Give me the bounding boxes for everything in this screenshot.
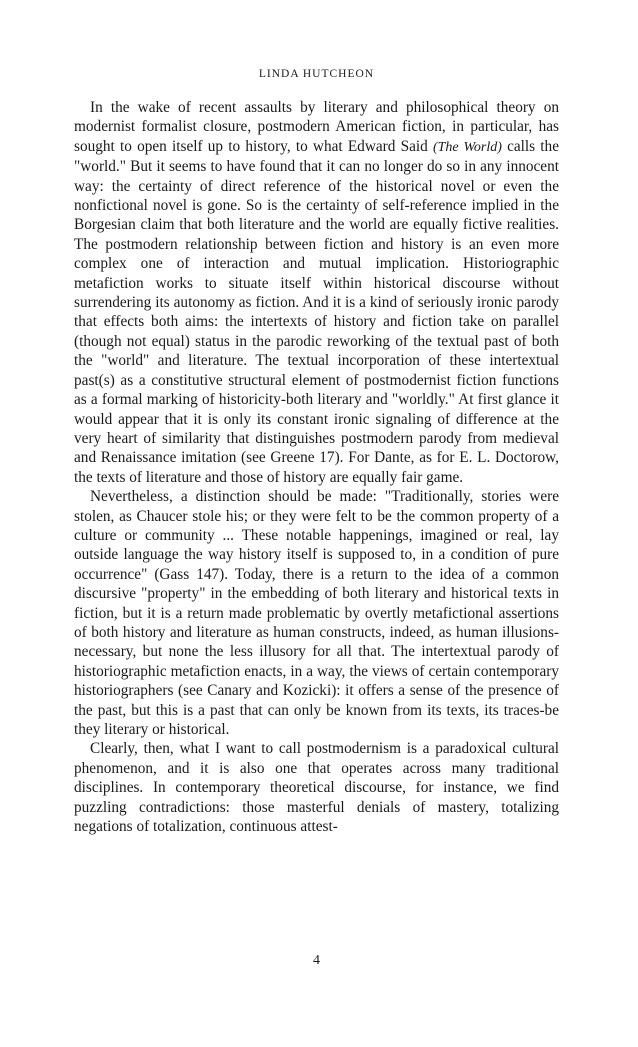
body-text	[74, 98, 559, 836]
paragraph-1-text-a: In the wake of recent assaults by literary and philosophical theory on modernist formalist closure, postmodern American fiction, in particular, has sought to open itself up to history, to what Edward Said	[74, 99, 559, 155]
document-page	[74, 0, 559, 1047]
paragraph-1-text-b: calls the "world." But it seems to have found that it can no longer do so in any innocent way: the certainty of direct reference of the historical novel or even the nonfictional novel is gone. So is the certainty of self-reference implied in the Borgesian claim that both literature and the world are equally fictive realities. The postmodern relationship between fiction and history is an even more complex one of interaction and mutual implication. Historiographic metafiction works to situate itself within historical discourse without surrendering its autonomy as fiction. And it is a kind of seriously ironic parody that effects both aims: the intertexts of history and fiction take on parallel (though not equal) status in the parodic reworking of the textual past of both the "world" and literature. The textual incorporation of these intertextual past(s) as a constitutive structural element of postmodernist fiction functions as a formal marking of historicity-both literary and "worldly." At first glance it would appear that it is only its constant ironic signaling of difference at the very heart of similarity that distinguishes postmodern parody from medieval and Renaissance imitation (see Greene 17). For Dante, as for E. L. Doctorow, the texts of literature and those of history are equally fair game.	[74, 137, 559, 486]
paragraph-1	[74, 98, 559, 487]
citation-the-world: (The World)	[432, 139, 502, 155]
paragraph-3: Clearly, then, what I want to call postmodernism is a paradoxical cultural phenomenon, and it is also one that operates across many traditional disciplines. In contemporary theoretical discourse, for instance, we find puzzling contradictions: those masterful denials of mastery, totalizing negations of totalization, continuous attest-	[74, 740, 559, 836]
paragraph-2: Nevertheless, a distinction should be made: "Traditionally, stories were stolen, as Chaucer stole his; or they were felt to be the common property of a culture or community ... These notable happenings, imagined or real, lay outside language the way history itself is supposed to, in a condition of pure occurrence" (Gass 147). Today, there is a return to the idea of a common discursive "property" in the embedding of both literary and historical texts in fiction, but it is a return made problematic by overtly metafictional assertions of both history and literature as human constructs, indeed, as human illusions-necessary, but none the less illusory for all that. The intertextual parody of historiographic metafiction enacts, in a way, the views of certain contemporary historiographers (see Canary and Kozicki): it offers a sense of the presence of the past, but this is a past that can only be known from its texts, its traces-be they literary or historical.	[74, 488, 559, 738]
running-head: LINDA HUTCHEON	[258, 68, 375, 80]
page-number: 4	[313, 953, 320, 968]
